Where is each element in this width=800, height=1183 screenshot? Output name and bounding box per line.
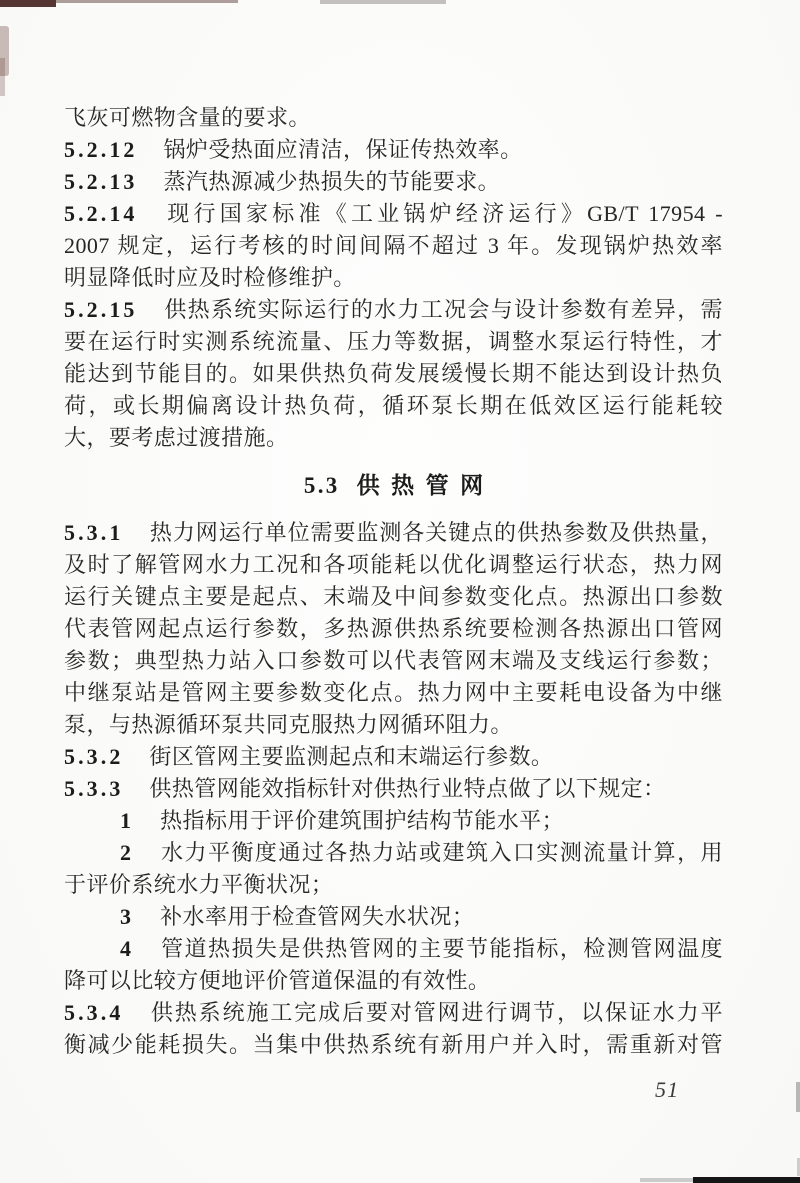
text-line: 5.3.3 供热管网能效指标针对供热行业特点做了以下规定： (64, 776, 666, 801)
text-line: 飞灰可燃物含量的要求。 (64, 105, 311, 130)
text-line: 5.3.4 供热系统施工完成后要对管网进行调节，以保证水力平 (64, 1000, 723, 1025)
text-line: 5.2.13 蒸汽热源减少热损失的节能要求。 (64, 169, 501, 194)
page-number: 51 (655, 1077, 680, 1102)
paragraph (64, 741, 723, 773)
clause-number: 1 (120, 808, 135, 833)
paragraph (64, 805, 723, 837)
clause-number: 5.3.4 (64, 1000, 124, 1025)
clause-number: 5.2.12 (64, 137, 138, 162)
text-line: 降可以比较方便地评价管道保温的有效性。 (64, 968, 491, 993)
text-line: 3 补水率用于检查管网失水状况； (120, 904, 475, 929)
clause-number: 2 (120, 840, 135, 865)
paragraph (64, 166, 723, 198)
text-line: 5.3.1 热力网运行单位需要监测各关键点的供热参数及供热量， (64, 520, 723, 545)
paragraph (64, 294, 723, 454)
text-line: 代表管网起点运行参数，多热源供热系统要检测各热源出口管网 (64, 616, 723, 641)
text-line: 中继泵站是管网主要参数变化点。热力网中主要耗电设备为中继 (64, 680, 723, 705)
paragraph (64, 134, 723, 166)
scan-artifact-bottom-right (693, 1177, 800, 1183)
text-line: 4 管道热损失是供热管网的主要节能指标，检测管网温度 (120, 936, 723, 961)
text-line: 能达到节能目的。如果供热负荷发展缓慢长期不能达到设计热负 (64, 361, 723, 386)
section-title: 供热管网 (356, 473, 495, 498)
text-line: 1 热指标用于评价建筑围护结构节能水平； (120, 808, 565, 833)
clause-number: 5.3.2 (64, 744, 124, 769)
text-line: 5.3.2 街区管网主要监测起点和末端运行参数。 (64, 744, 554, 769)
paragraph (64, 997, 723, 1061)
section-number: 5.3 (303, 473, 340, 498)
text-line: 5.2.15 供热系统实际运行的水力工况会与设计参数有差异，需 (64, 297, 723, 322)
paragraph (64, 198, 723, 294)
clause-number: 5.2.14 (64, 201, 138, 226)
paragraph (64, 773, 723, 805)
scan-artifact-right-edge (796, 1082, 800, 1112)
clause-number: 5.2.15 (64, 297, 138, 322)
clause-number: 4 (120, 936, 135, 961)
paragraph (64, 102, 723, 134)
paragraph (64, 901, 723, 933)
text-line: 明显降低时应及时检修维护。 (64, 265, 356, 290)
text-line: 大，要考虑过渡措施。 (64, 425, 289, 450)
scan-artifact-left-edge (0, 26, 9, 76)
text-line: 泵，与热源循环泵共同克服热力网循环阻力。 (64, 712, 513, 737)
scan-artifact-bottom-lead (640, 1178, 693, 1182)
text-line: 运行关键点主要是起点、末端及中间参数变化点。热源出口参数 (64, 584, 723, 609)
text-line: 及时了解管网水力工况和各项能耗以优化调整运行状态，热力网 (64, 552, 723, 577)
scan-artifact-top-left (0, 0, 56, 7)
text-line: 衡减少能耗损失。当集中供热系统有新用户并入时，需重新对管 (64, 1032, 723, 1057)
clause-number: 3 (120, 904, 135, 929)
clause-number: 5.3.1 (64, 520, 124, 545)
scan-artifact-top-line-2 (320, 0, 446, 4)
scan-artifact-top-line (56, 0, 238, 3)
section-heading (64, 470, 723, 502)
page-body (64, 102, 723, 1104)
text-line: 于评价系统水力平衡状况； (64, 872, 334, 897)
text-line: 2 水力平衡度通过各热力站或建筑入口实测流量计算，用 (120, 840, 723, 865)
text-line: 参数；典型热力站入口参数可以代表管网末端及支线运行参数； (64, 648, 723, 673)
text-line: 荷，或长期偏离设计热负荷，循环泵长期在低效区运行能耗较 (64, 393, 723, 418)
clause-number: 5.2.13 (64, 169, 138, 194)
text-line: 2007 规定，运行考核的时间间隔不超过 3 年。发现锅炉热效率 (64, 233, 723, 258)
text-line: 5.2.12 锅炉受热面应清洁，保证传热效率。 (64, 137, 523, 162)
paragraph (64, 517, 723, 741)
text-line: 要在运行时实测系统流量、压力等数据，调整水泵运行特性，才 (64, 329, 723, 354)
paragraph (64, 837, 723, 901)
clause-number: 5.3.3 (64, 776, 124, 801)
text-line: 5.2.14 现行国家标准《工业锅炉经济运行》GB/T 17954 - (64, 201, 723, 226)
paragraph (64, 933, 723, 997)
scan-artifact-left-edge-2 (0, 58, 5, 96)
